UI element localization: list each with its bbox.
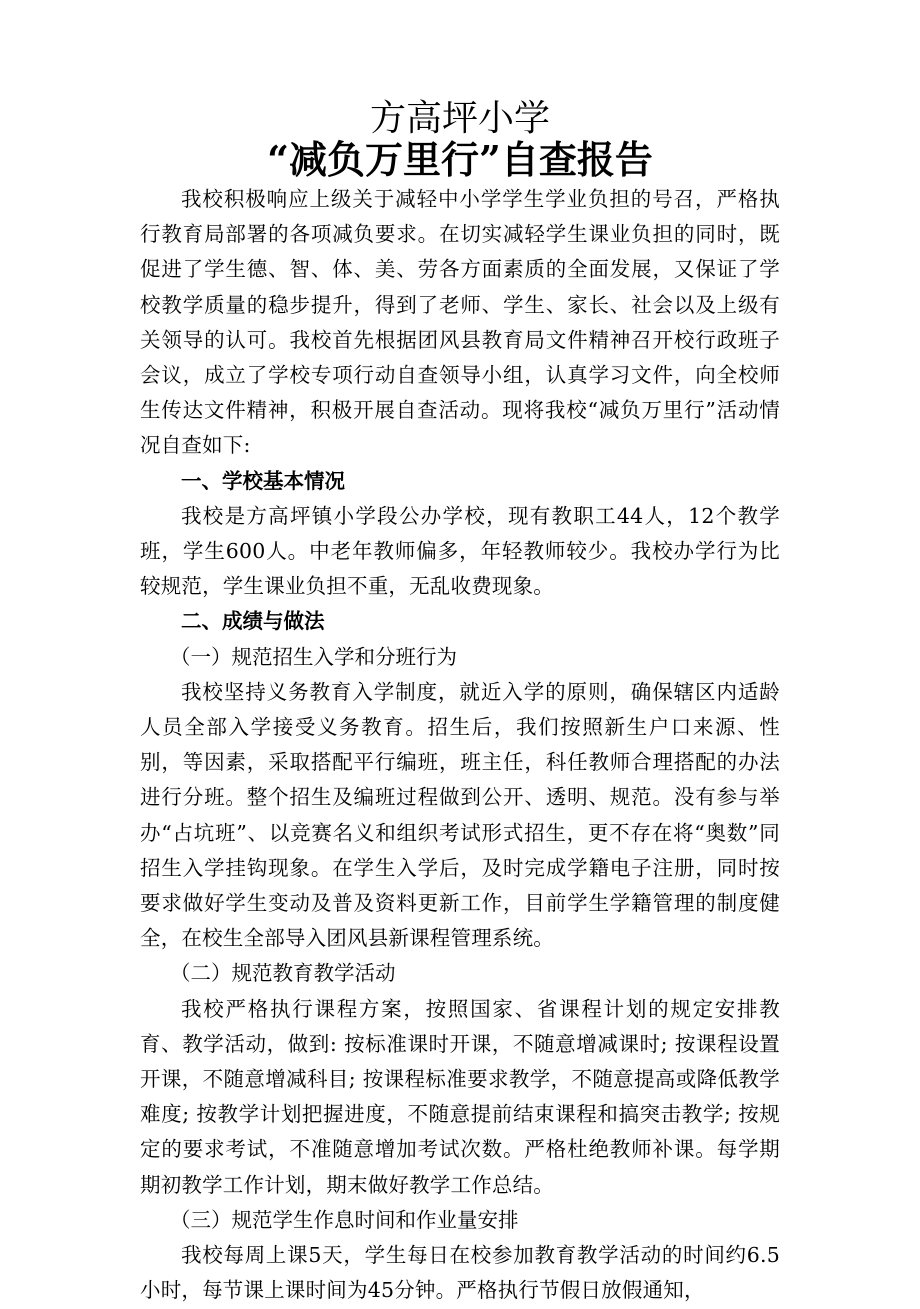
subsection-1-heading: （一）规范招生入学和分班行为 <box>170 644 457 669</box>
subsection-3-heading: （三）规范学生作息时间和作业量安排 <box>170 1207 519 1232</box>
section-1-body: 我校是方高坪镇小学段公办学校，现有教职工44人，12个教学班，学生600人。中老年教师偏多，年轻教师较少。我校办学行为比较规范，学生课业负担不重，无乱收费现象。 <box>140 503 780 599</box>
subsection-2-body: 我校严格执行课程方案，按照国家、省课程计划的规定安排教育、教学活动，做到: 按标准课时开课，不随意增减课时; 按课程设置开课，不随意增减科目; 按课程标准要求教学，不随意提高或降低教学难度; 按教学计划把握进度，不随意提前结束课程和搞突击教学; 按规定的要求考试，不准随意增加考试次数。严格杜绝教师补课。每学期期初教学工作计划，期末做好教学工作总结。 <box>140 996 780 1197</box>
subsection-1-body: 我校坚持义务教育入学制度，就近入学的原则，确保辖区内适龄人员全部入学接受义务教育。招生后，我们按照新生户口来源、性别，等因素，采取搭配平行编班，班主任，科任教师合理搭配的办法进行分班。整个招生及编班过程做到公开、透明、规范。没有参与举办“占坑班”、以竞赛名义和组织考试形式招生，更不存在将“奥数”同招生入学挂钩现象。在学生入学后，及时完成学籍电子注册，同时按要求做好学生变动及普及资料更新工作，目前学生学籍管理的制度健全，在校生全部导入团风县新课程管理系统。 <box>140 679 780 951</box>
document-page <box>140 100 780 1309</box>
subsection-2-heading: （二）规范教育教学活动 <box>170 961 396 986</box>
intro-paragraph: 我校积极响应上级关于减轻中小学学生学业负担的号召，严格执行教育局部署的各项减负要求。在切实减轻学生课业负担的同时，既促进了学生德、智、体、美、劳各方面素质的全面发展，又保证了学校教学质量的稳步提升，得到了老师、学生、家长、社会以及上级有关领导的认可。我校首先根据团风县教育局文件精神召开校行政班子会议，成立了学校专项行动自查领导小组，认真学习文件，向全校师生传达文件精神，积极开展自查活动。现将我校“减负万里行”活动情况自查如下: <box>140 187 780 458</box>
report-title: “减负万里行”自查报告 <box>267 137 653 182</box>
section-1-heading: 一、学校基本情况 <box>181 468 345 493</box>
section-2-heading: 二、成绩与做法 <box>181 609 325 634</box>
school-title: 方高坪小学 <box>369 98 550 139</box>
subsection-3-body: 我校每周上课5天，学生每日在校参加教育教学活动的时间约6.5小时，每节课上课时间为45分钟。严格执行节假日放假通知， <box>140 1243 780 1303</box>
